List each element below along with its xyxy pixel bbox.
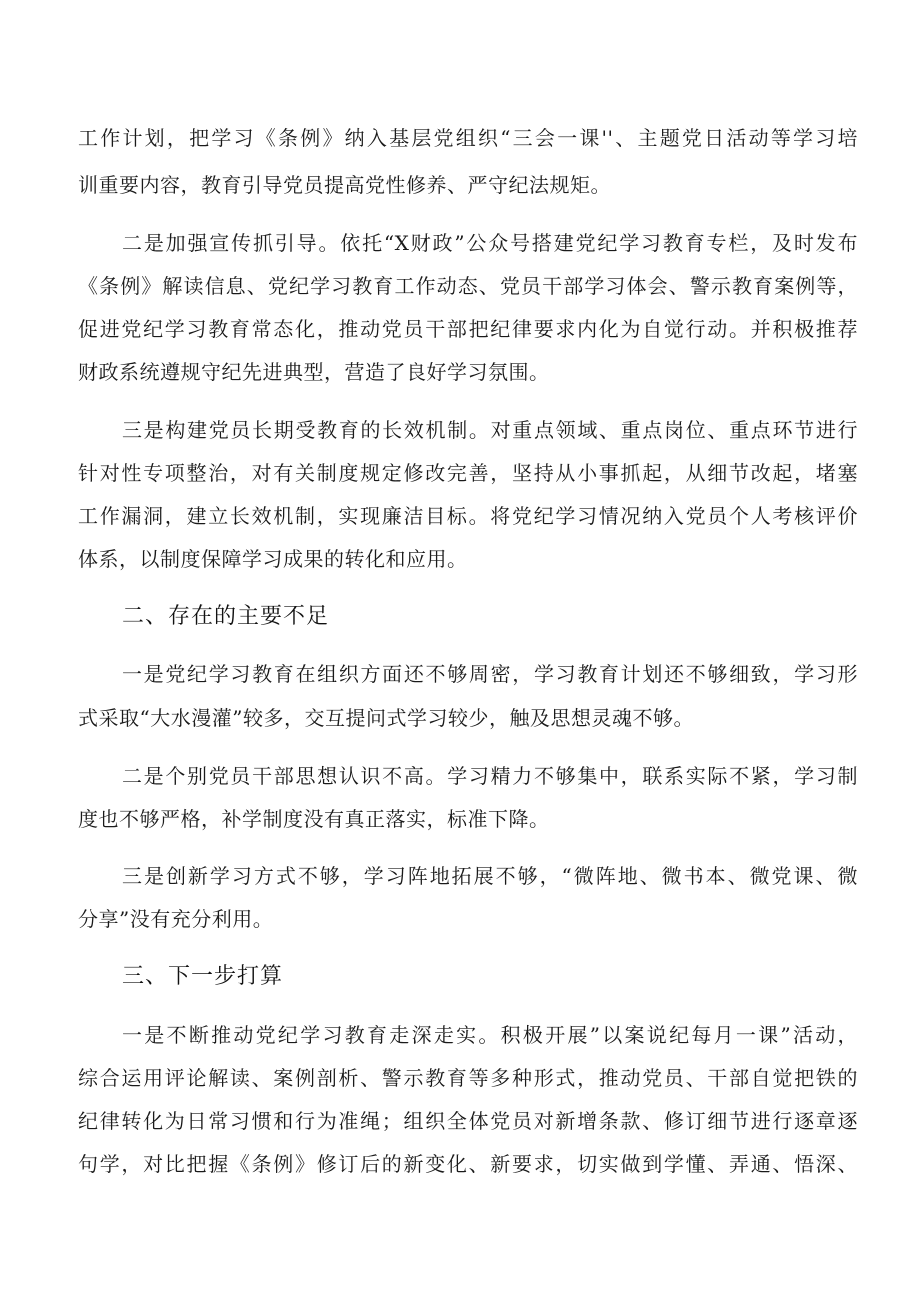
text-line: 一是不断推动党纪学习教育走深走实。积极开展”以案说纪每月一课”活动， [122, 1023, 858, 1047]
text-line: 二是加强宣传抓引导。依托“X财政”公众号搭建党纪学习教育专栏，及时发布 [122, 231, 858, 255]
text-line: 促进党纪学习教育常态化，推动党员干部把纪律要求内化为自觉行动。并积极推荐 [78, 317, 858, 341]
text-line: 式采取“大水漫灌”较多，交互提问式学习较少，触及思想灵魂不够。 [78, 706, 694, 730]
text-line: 综合运用评论解读、案例剖析、警示教育等多种形式，推动党员、干部自觉把铁的 [78, 1066, 858, 1090]
section-heading-next-steps: 三、下一步打算 [122, 964, 284, 989]
text-line: 句学，对比把握《条例》修订后的新变化、新要求，切实做到学懂、弄通、悟深、 [78, 1152, 858, 1176]
text-line: 二是个别党员干部思想认识不高。学习精力不够集中，联系实际不紧，学习制 [122, 764, 858, 788]
text-line: 三是构建党员长期受教育的长效机制。对重点领域、重点岗位、重点环节进行 [122, 418, 858, 442]
text-line: 针对性专项整治，对有关制度规定修改完善，坚持从小事抓起，从细节改起，堵塞 [78, 461, 858, 485]
text-line: 工作漏洞，建立长效机制，实现廉洁目标。将党纪学习情况纳入党员个人考核评价 [78, 504, 858, 528]
section-heading-shortcomings: 二、存在的主要不足 [122, 604, 330, 629]
text-line: 三是创新学习方式不够，学习阵地拓展不够，“微阵地、微书本、微党课、微 [122, 864, 858, 888]
text-line: 纪律转化为日常习惯和行为准绳；组织全体党员对新增条款、修订细节进行逐章逐 [78, 1109, 858, 1133]
text-line: 一是党纪学习教育在组织方面还不够周密，学习教育计划还不够细致，学习形 [122, 662, 858, 686]
text-line: 财政系统遵规守纪先进典型，营造了良好学习氛围。 [78, 360, 550, 384]
text-line: 体系，以制度保障学习成果的转化和应用。 [78, 547, 468, 571]
text-line: 训重要内容，教育引导党员提高党性修养、严守纪法规矩。 [78, 173, 611, 197]
text-line: 《条例》解读信息、党纪学习教育工作动态、党员干部学习体会、警示教育案例等， [78, 274, 858, 298]
text-line: 工作计划，把学习《条例》纳入基层党组织“三会一课''、主题党日活动等学习培 [78, 126, 858, 150]
text-line: 度也不够严格，补学制度没有真正落实，标准下降。 [78, 807, 550, 831]
text-line: 分享”没有充分利用。 [78, 907, 274, 931]
